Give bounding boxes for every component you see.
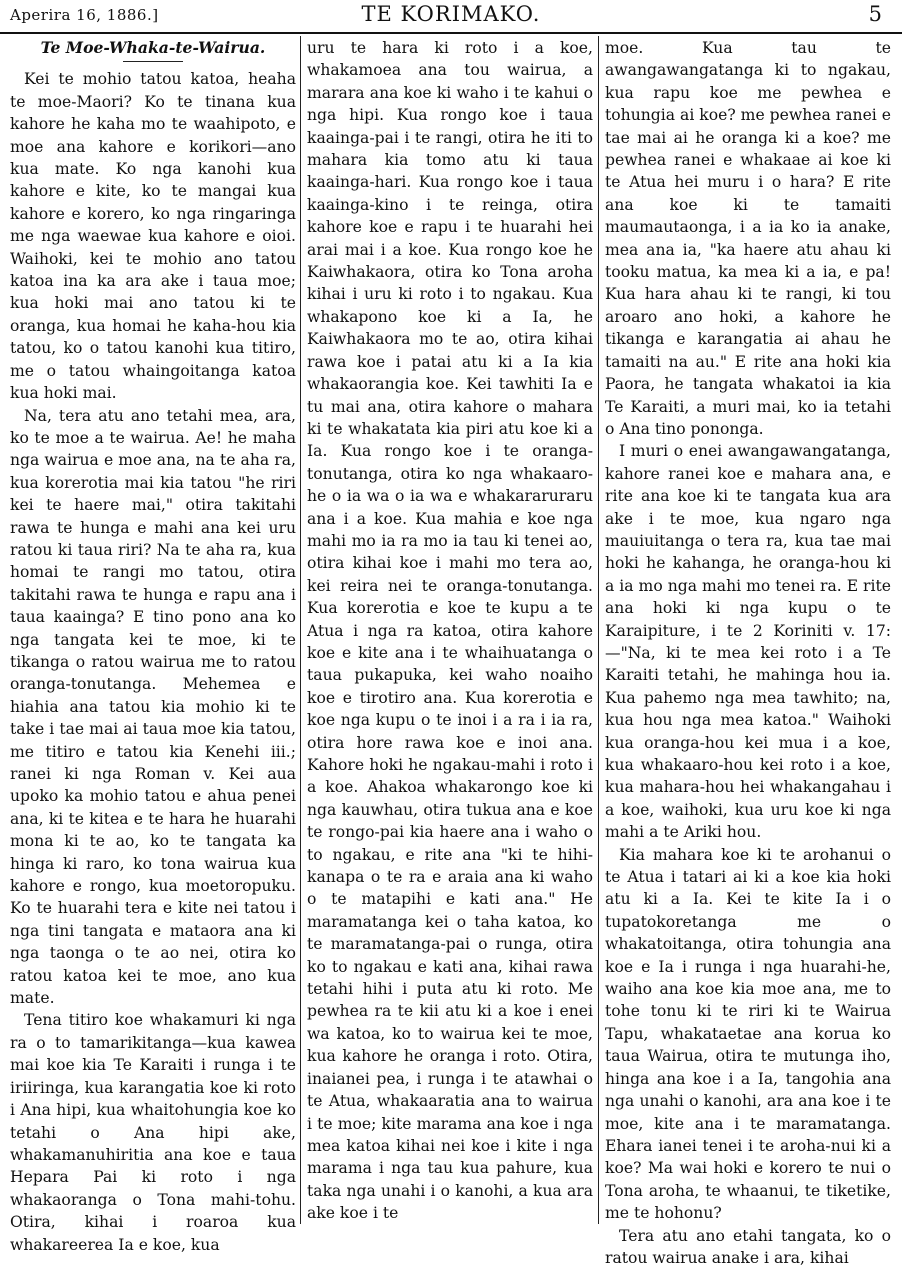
paragraph: Kia mahara koe ki te arohanui o te Atua i tatari ai ki a koe kia hoki atu ki a Ia. Kei te kite Ia i o tupatokoretanga me o whakatoitanga, otira tohungia ana koe e Ia i runga i nga huarahi-he, waiho ana koe kia moe ana, me to tohe tonu ki te riri ki te Wairua Tapu, whakataetae ana korua ko taua Wairua, otira te mutunga iho, hinga ana koe i a Ia, tangohia ana nga unahi o kanohi, ara ana koe i te moe, kite ana i te maramatanga. Ehara ianei tenei i te aroha-nui ki a koe? Ma wai hoki e korero te nui o Tona aroha, te whaanui, te tiketike, me te hohonu? [605,845,891,1223]
page-header [0,0,902,34]
paragraph: uru te hara ki roto i a koe, whakamoea ana tou wairua, a marara ana koe ki waho i te kahui o nga hipi. Kua rongo koe i taua kaainga-pai i te rangi, otira he iti to mahara kia tomo atu ki taua kaainga-hari. Kua rongo koe i taua kaainga-kino i te reinga, otira kahore koe e rapu i te huarahi hei arai mai i a koe. Kua rongo koe he Kaiwhakaora, otira ko Tona aroha kihai i uru ki roto i to ngakau. Kua whakapono koe ki a Ia, he Kaiwhakaora mo te ao, otira kihai rawa koe i patai atu ki a Ia kia whakaorangia koe. Kei tawhiti Ia e tu mai ana, otira kahore o mahara ki te whakatata kia piri atu koe ki a Ia. Kua rongo koe i te oranga-tonutanga, otira ko nga whakaaro-he o ia wa o ia wa e whakararuraru ana i a koe. Kua mahia e koe nga mahi mo ia ra mo ia tau ki tenei ao, otira kihai koe i mahi mo tera ao, kei reira nei te oranga-tonutanga. Kua korerotia e koe te kupu a te Atua i nga ra katoa, otira kahore koe e kite ana i te whaihuatanga o taua pukapuka, kei waho noaiho koe e tirotiro ana. Kua korerotia e koe nga kupu o te inoi i a ra i ia ra, otira hore rawa koe e inoi ana. Kahore hoki he ngakau-mahi i roto i a koe. Ahakoa whakarongo koe ki nga kauwhau, otira tukua ana e koe te rongo-pai kia haere ana i waho o to ngakau, e rite ana "ki te hihi-kanapa o te ra e araia ana ki waho o te matapihi e kati ana." He maramatanga kei o taha katoa, ko te maramatanga-pai o runga, otira ko to ngakau e kati ana, kihai rawa tetahi hihi i puta atu ki roto. Me pewhea ra te kii atu ki a koe i enei wa katoa, ko to wairua kei te moe, kua kahore he oranga i roto. Otira, inaianei pea, i runga i te atawhai o te Atua, whakaaratia ana to wairua i te moe; kite marama ana koe i nga mea katoa kihai nei koe i kite i nga marama i nga tau kua pahure, kua taka nga unahi i o kanohi, a kua ara ake koe i te [307,39,593,1223]
paragraph: Na, tera atu ano tetahi mea, ara, ko te moe a te wairua. Ae! he maha nga wairua e moe ana, na te aha ra, kua korerotia mai kia tatou "he riri kei te haere mai," otira takitahi rawa te hunga e mahi ana kei uru ratou ki taua riri? Na te aha ra, kua homai te rangi mo tatou, otira takitahi rawa te hunga e rapu ana i taua kaainga? E tino pono ana ko nga tangata kei te moe, ki te tikanga o ratou wairua me to ratou oranga-tonutanga. Mehemea e hiahia ana tatou kia mohio ki te take i tae mai ai taua moe kia tatou, me titiro e tatou kia Kenehi iii.; ranei ki nga Roman v. Kei aua upoko ka mohio tatou e ahua penei ana, ki te kitea e te hara he huarahi mona ki te ao, ko te tangata ka hinga ki raro, ko tona wairua kua kahore e rongo, kua moetoropuku. Ko te huarahi tera e kite nei tatou i nga tini tangata e mataora ana ki nga taonga o te ao nei, otira ko ratou katoa kei te moe, ano kua mate. [10,406,296,1008]
column-divider [300,36,301,1224]
paragraph: I muri o enei awangawangatanga, kahore ranei koe e mahara ana, e rite ana koe ki te tangata kua ara ake i te moe, kua ngaro nga mauiuitanga o tera ra, kua tae mai hoki he kahanga, he oranga-hou ki a ia mo nga mahi mo tenei ra. E rite ana hoki ki nga kupu o te Karaipiture, i te 2 Koriniti v. 17:—"Na, ki te mea kei roto i a Te Karaiti tetahi, he mahinga hou ia. Kua pahemo nga mea tawhito; na, kua hou nga mea katoa." Waihoki kua oranga-hou kei mua i a koe, kua whakaaro-hou kei roto i a koe, kua mahara-hou hei whakangahau i a koe, waihoki, kua uru koe ki nga mahi a te Ariki hou. [605,442,891,842]
column-2 [307,37,593,1222]
newspaper-title: TE KORIMAKO. [361,2,541,26]
paragraph: moe. Kua tau te awangawangatanga ki to ngakau, kua rapu koe me pewhea e tohungia ai koe? me pewhea ranei e tae mai ai he oranga ki a koe? me pewhea ranei e whakaae ai koe ki te Atua hei muru i o hara? E rite ana koe ki te tamaiti maumautaonga, i a ia ko ia anake, mea ana ia, "ka haere atu ahau ki tooku matua, ka mea ki a ia, e pa! Kua hara ahau ki te rangi, ki tou aroaro ano hoki, a kahore he tikanga e karangatia ai ahau he tamaiti na au." E rite ana hoki kia Paora, he tangata whakatoi ia kia Te Karaiti, a muri mai, ko ia tetahi o Ana tino pononga. [605,39,891,438]
column-3 [605,37,891,1267]
article-title: Te Moe-Whaka-te-Wairua. [40,38,266,57]
paragraph: Kei te mohio tatou katoa, heaha te moe-Maori? Ko te tinana kua kahore he kaha mo te waahipoto, e moe ana kahore e korikori—ano kua mate. Ko nga kanohi kua kahore e kite, ko te mangai kua kahore e korero, ko nga ringaringa me nga waewae kua kahore e oioi. Waihoki, kei te mohio ano tatou katoa ina ka ara ake i taua moe; kua hoki mai ano tatou ki te oranga, kua homai he kaha-hou kia tatou, ko o tatou kanohi kua titiro, me o tatou whaingoitanga katoa kua hoki mai. [10,70,296,403]
column-divider [598,36,599,1224]
issue-date: Aperira 16, 1886.] [10,6,159,24]
column-1 [10,37,296,1254]
page-number: 5 [868,2,882,26]
paragraph: Tera atu ano etahi tangata, ko o ratou wairua anake i ara, kihai [605,1226,891,1267]
paragraph: Tena titiro koe whakamuri ki nga ra o to tamarikitanga—kua kawea mai koe kia Te Karaiti i runga i te iriiringa, kua karangatia koe ki roto i Ana hipi, kua whaitohungia koe ko tetahi o Ana hipi ake, whakamanuhiritia ana koe e taua Hepara Pai ki roto i nga whakaoranga o Tona mahi-tohu. Otira, kihai i roaroa kua whakareerea Ia e koe, kua [10,1011,296,1254]
title-rule [123,61,183,62]
